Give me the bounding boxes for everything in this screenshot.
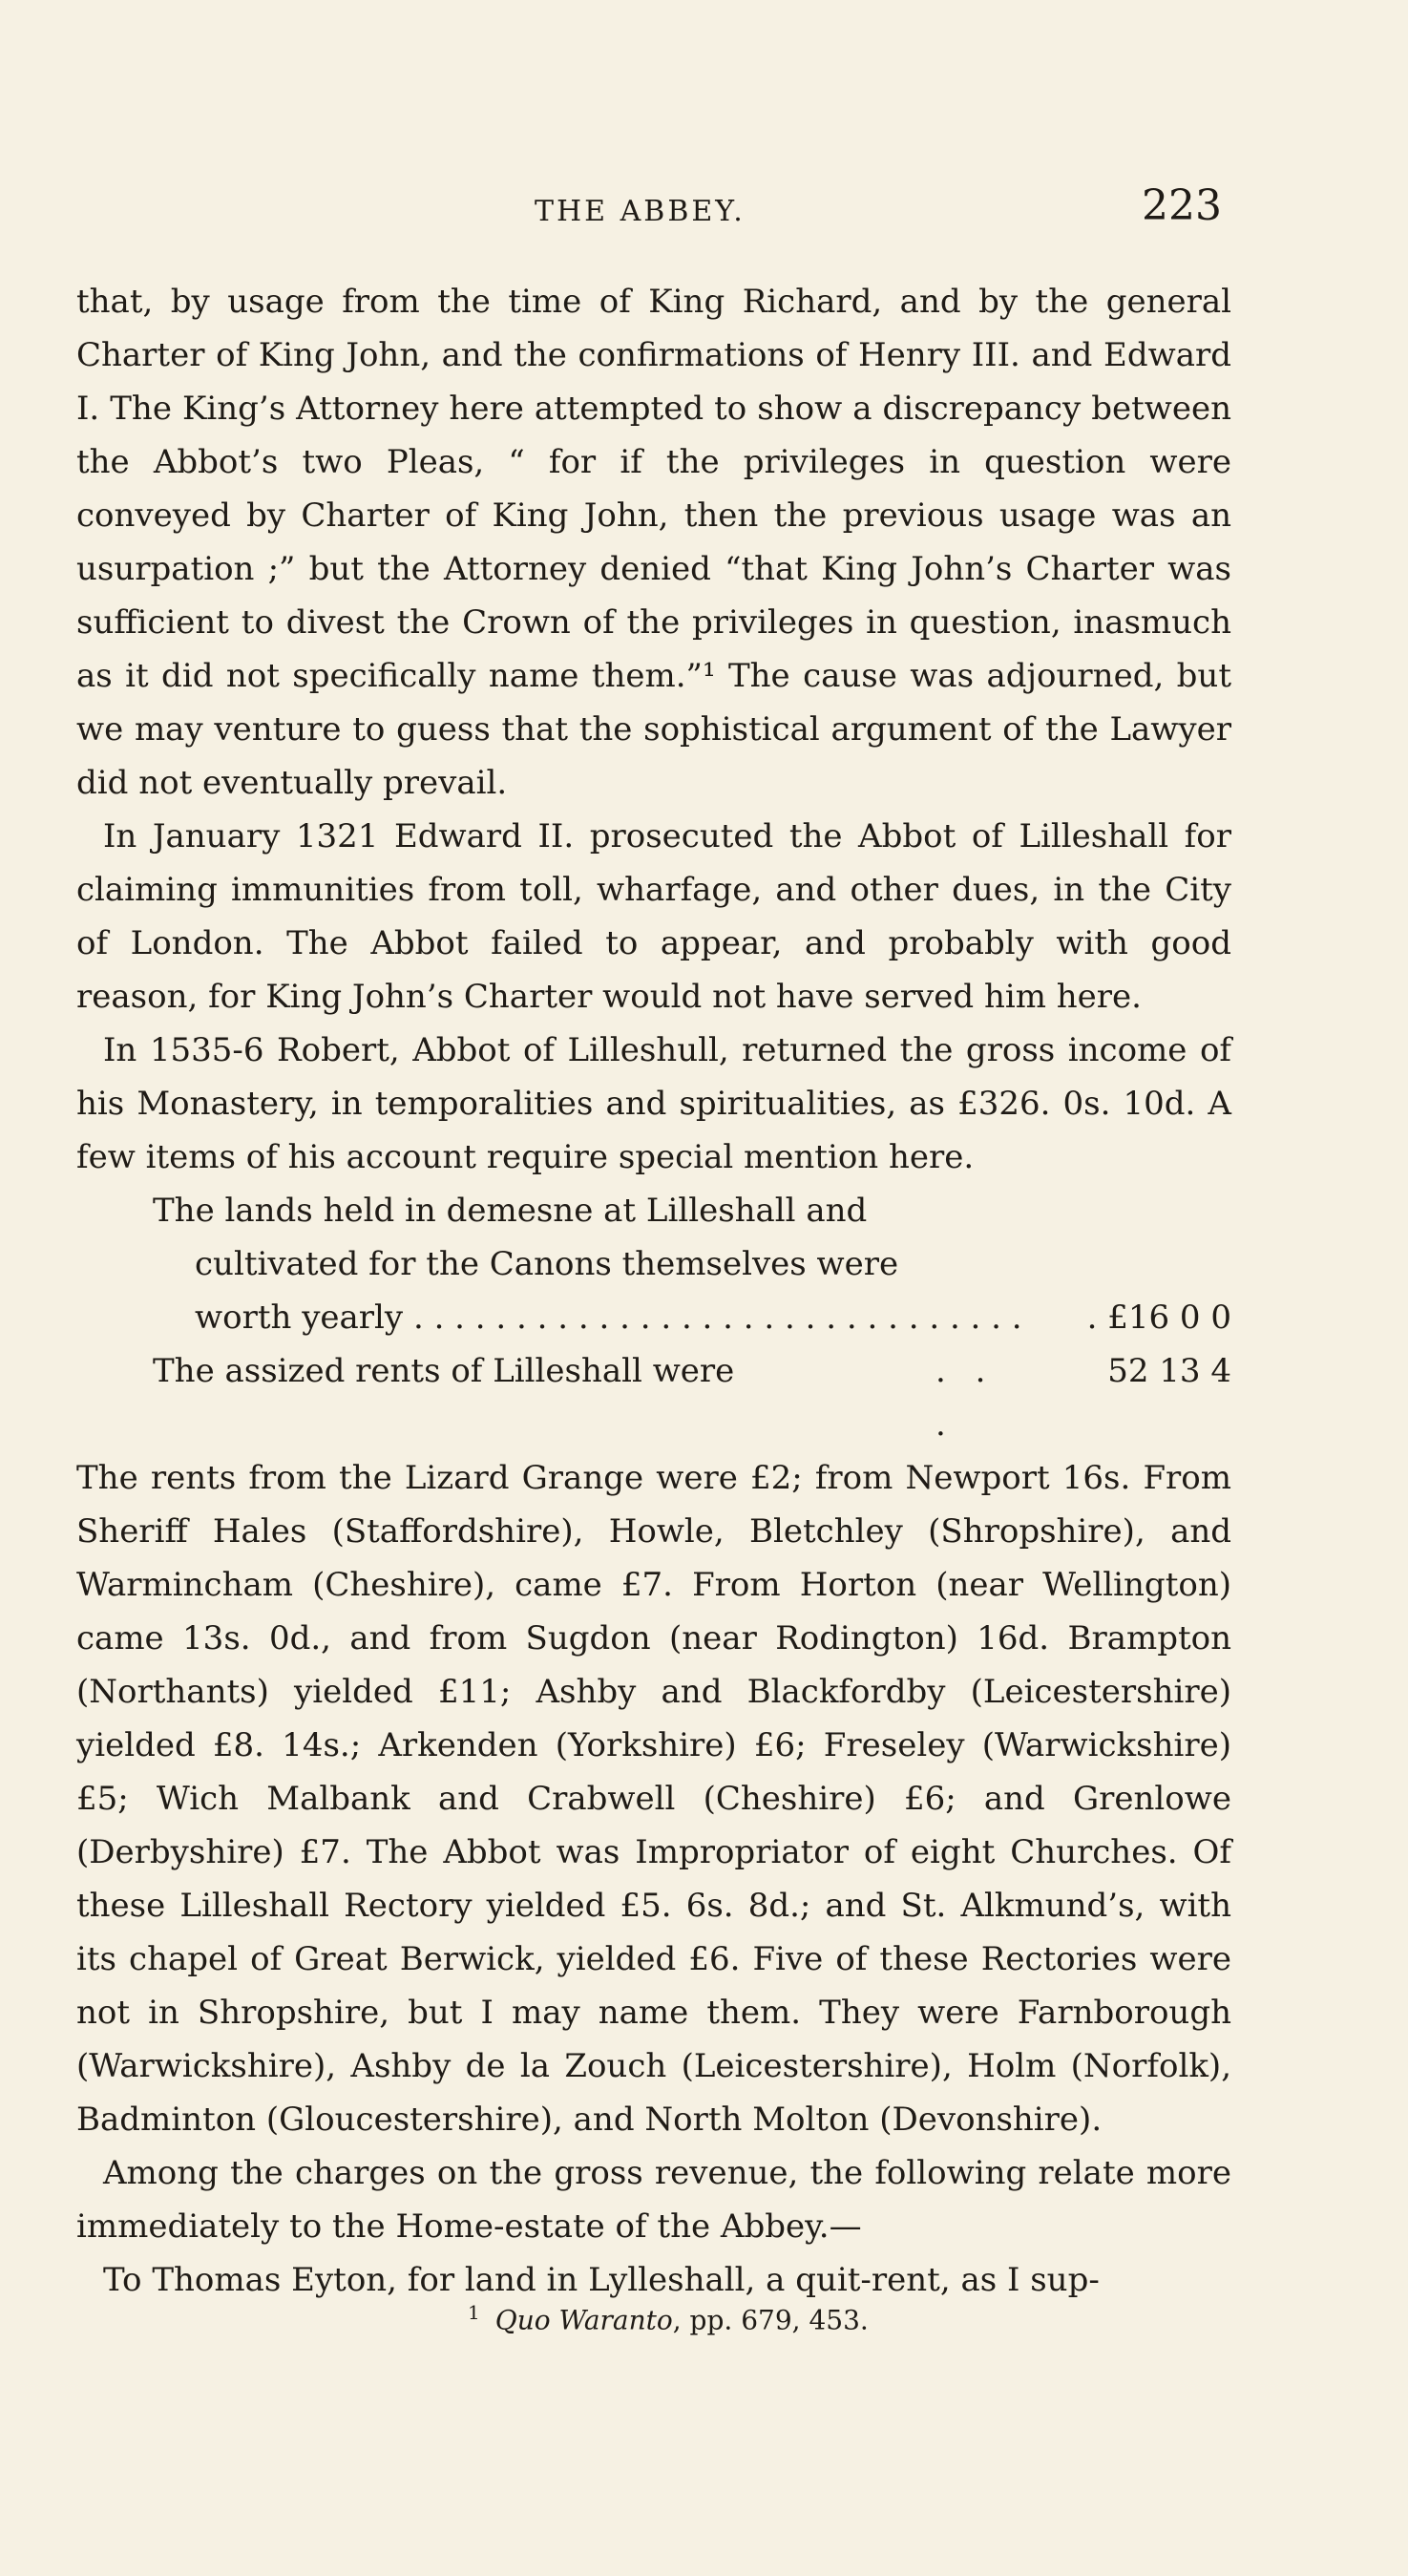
paragraph-4: The rents from the Lizard Grange were £2; from Newport 16s. From Sheriff Hales (Staffordshire), Howle, Bletchley (Shropshire), and Warmincham (Cheshire), came £7. From Horton (near Wellington) came 13s. 0d., and from Sugdon (near Rodington) 16d. Brampton (Northants) yielded £11; Ashby and Blackfordby (Leicestershire) yielded £8. 14s.; Arkenden (Yorkshire) £6; Freseley (Warwickshire) £5; Wich Malbank and Crabwell (Cheshire) £6; and Grenlowe (Derbyshire) £7. The Abbot was Impropriator of eight Churches. Of these Lilleshall Rectory yielded £5. 6s. 8d.; and St. Alkmund’s, with its chapel of Great Berwick, yielded £6. Five of these Rectories were not in Shropshire, but I may name them. They were Farnborough (Warwickshire), Ashby de la Zouch (Leicestershire), Holm (Norfolk), Badminton (Gloucestershire), and North Molton (Devonshire). (76, 1459, 1231, 2139)
page-body (76, 275, 1231, 2307)
entry-row (153, 1291, 1231, 1344)
entry-line: cultivated for the Canons themselves were (195, 1245, 899, 1283)
footnote-reference: , pp. 679, 453. (672, 2304, 869, 2336)
entry-row (153, 1344, 1231, 1451)
footnote-title: Quo Waranto (494, 2304, 673, 2336)
paragraph-6: To Thomas Eyton, for land in Lylleshall, a quit-rent, as I sup- (103, 2261, 1100, 2299)
entry-label: worth yearly . . . (195, 1291, 1021, 1344)
account-entry-demesne (153, 1184, 1231, 1344)
paragraph-5: Among the charges on the gross revenue, the following relate more immediately to the Home-estate of the Abbey.— (76, 2154, 1231, 2246)
entry-line: The lands held in demesne at Lilleshall and (153, 1192, 868, 1230)
paragraph-1: that, by usage from the time of King Richard, and by the general Charter of King John, and the confirmations of Henry III. and Edward I. The King’s Attorney here attempted to show a discrepancy between the Abbot’s two Pleas, “ for if the privileges in question were conveyed by Charter of King John, then the previous usage was an usurpation ;” but the Attorney denied “that King John’s Charter was sufficient to divest the Crown of the privileges in question, inasmuch as it did not specifically name them.”¹ The cause was adjourned, but we may venture to guess that the sophistical argument of the Lawyer did not eventually prevail. (76, 283, 1231, 802)
page-number: 223 (1142, 181, 1222, 230)
entry-amount: 52 13 4 (1107, 1352, 1231, 1390)
entry-label: The assized rents of Lilleshall were (153, 1352, 735, 1390)
running-title: THE ABBEY. (535, 195, 746, 228)
entry-leader: . . . (935, 1352, 996, 1444)
page-header (76, 181, 1222, 239)
account-entry-rents (153, 1344, 1231, 1451)
paragraph-3: In 1535-6 Robert, Abbot of Lilleshull, returned the gross income of his Monastery, in temporalities and spiritualities, as £326. 0s. 10d. A few items of his account require special mention here. (76, 1031, 1231, 1176)
entry-amount: . £16 0 0 (1086, 1299, 1231, 1337)
paragraph-2: In January 1321 Edward II. prosecuted the Abbot of Lilleshall for claiming immunities from toll, wharfage, and other dues, in the City of London. The Abbot failed to appear, and probably with good reason, for King John’s Charter would not have served him here. (76, 817, 1231, 1016)
footnote (468, 2301, 869, 2335)
footnote-mark: 1 (468, 2301, 480, 2324)
